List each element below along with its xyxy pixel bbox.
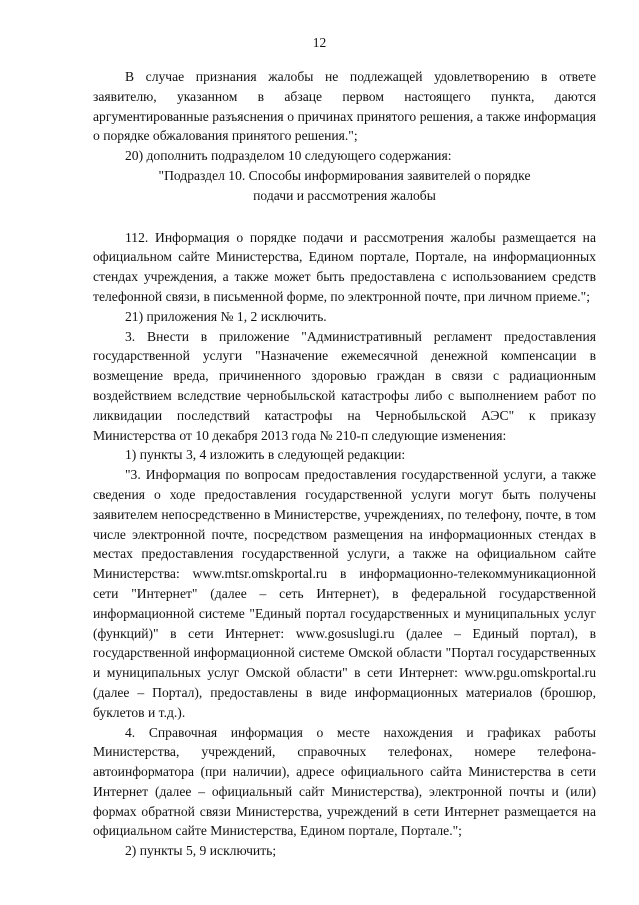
paragraph-item-20: 20) дополнить подразделом 10 следующего содержания: xyxy=(125,148,452,164)
paragraph-item-21: 21) приложения № 1, 2 исключить. xyxy=(125,308,327,324)
paragraph-point-4: 4. Справочная информация о месте нахождения и графиках работы Министерства, учреждений, справочных телефонах, номере телефона-автоинформатора (при наличии), адресе официального сайта Министерства в сети Интернет (далее – официальный сайт Министерства), электронной почты и (или) формах обратной связи Министерства, учреждений в сети Интернет размещается на официальном сайте Министерства, Едином портале, Портале."; xyxy=(93,724,596,839)
page-number: 12 xyxy=(312,35,327,50)
document-body xyxy=(93,67,596,861)
subsection-heading xyxy=(93,166,596,206)
paragraph-item-3-amend: 3. Внести в приложение "Административный регламент предоставления государственной услуги "Назначение ежемесячной денежной компенсации в возмещение вреда, причиненного здоровью граждан в связи с радиационным воздействием вследствие чернобыльской катастрофы либо с выполнением работ по ликвидации последствий катастрофы на Чернобыльской АЭС" к приказу Министерства от 10 декабря 2013 года № 210-п следующие изменения: xyxy=(93,328,596,443)
paragraph-subitem-2: 2) пункты 5, 9 исключить; xyxy=(125,843,277,859)
subsection-heading-line-1: "Подраздел 10. Способы информирования заявителей о порядке xyxy=(158,167,531,183)
subsection-heading-line-2: подачи и рассмотрения жалобы xyxy=(253,187,436,203)
paragraph-complaint-refusal: В случае признания жалобы не подлежащей удовлетворению в ответе заявителю, указанном в абзаце первом настоящего пункта, даются аргументированные разъяснения о причинах принятого решения, а также информация о порядке обжалования принятого решения."; xyxy=(93,69,596,144)
paragraph-point-3: "3. Информация по вопросам предоставления государственной услуги, а также сведения о ходе предоставления государственной услуги могут быть получены заявителем непосредственно в Министерстве, учреждениях, по телефону, почте, в том числе электронной почте, посредством размещения на информационных стендах в местах предоставления государственной услуги, а также на официальном сайте Министерства: www.mtsr.omskportal.ru в информационно-телекоммуникационной сети "Интернет" (далее – сеть Интернет), в федеральной государственной информационной системе "Единый портал государственных и муниципальных услуг (функций)" в сети Интернет: www.gosuslugi.ru (далее – Единый портал), в государственной информационной системе Омской области "Портал государственных и муниципальных услуг Омской области" в сети Интернет: www.pgu.omskportal.ru (далее – Портал), предоставлены в виде информационных материалов (брошюр, буклетов и т.д.). xyxy=(93,467,596,720)
paragraph-item-112: 112. Информация о порядке подачи и рассмотрения жалобы размещается на официальном сайте Министерства, Едином портале, Портале, на информационных стендах учреждения, а также может быть предоставлена с использованием средств телефонной связи, в письменной форме, по электронной почте, при личном приеме."; xyxy=(93,229,596,304)
paragraph-subitem-1: 1) пункты 3, 4 изложить в следующей редакции: xyxy=(125,447,406,463)
